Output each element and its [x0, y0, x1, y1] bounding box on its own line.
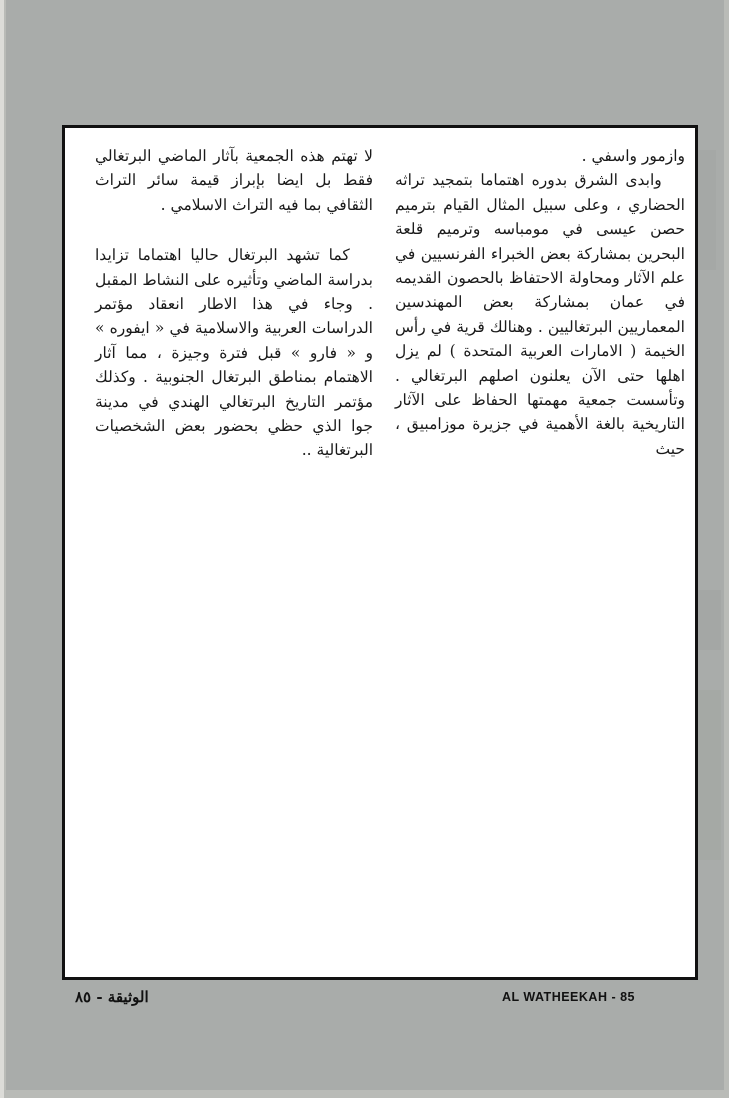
article-text-frame	[62, 125, 698, 980]
paragraph: كما تشهد البرتغال حاليا اهتماما تزايدا بدراسة الماضي وتأثيره على النشاط المقبل . وجاء في هذا الاطار انعقاد مؤتمر الدراسات العربية والاسلامية في « ايفوره » و « فارو » قبل فترة وجيزة ، مما آثار الاهتمام بمناطق البرتغال الجنوبية . وكذلك مؤتمر التاريخ البرتغالي الهندي في مدينة جوا الذي حظي بحضور بعض الشخصيات البرتغالية ..	[95, 246, 373, 460]
page-edge	[0, 0, 4, 1098]
arabic-page-folio: الوثيقة - ٨٥	[75, 988, 149, 1006]
paragraph: وابدى الشرق بدوره اهتماما بتمجيد تراثه الحضاري ، وعلى سبيل المثال القيام بترميم حصن عيسى في مومباسه وترميم قلعة البحرين بمشاركة بعض الخبراء الفرنسيين في علم الآثار ومحاولة الاحتفاظ بالحصون القديمه في عمان بمشاركة بعض المهندسين المعماريين البرتغاليين . وهنالك قرية في رأس الخيمة ( الامارات العربية المتحدة ) لم يزل اهلها حتى الآن يعلنون اصلهم البرتغالي . وتأسست جمعية مهمتها الحفاظ على الآثار التاريخية بالغة الأهمية في جزيرة موزامبيق ، حيث	[395, 171, 685, 458]
paragraph: لا تهتم هذه الجمعية بآثار الماضي البرتغالي فقط بل ايضا بإبراز قيمة سائر التراث الثقافي بما فيه التراث الاسلامي .	[95, 147, 373, 214]
paragraph: وازمور واسفي .	[581, 147, 685, 165]
right-column	[395, 144, 685, 461]
left-column	[95, 144, 373, 463]
latin-page-folio: AL WATHEEKAH - 85	[501, 990, 635, 1004]
